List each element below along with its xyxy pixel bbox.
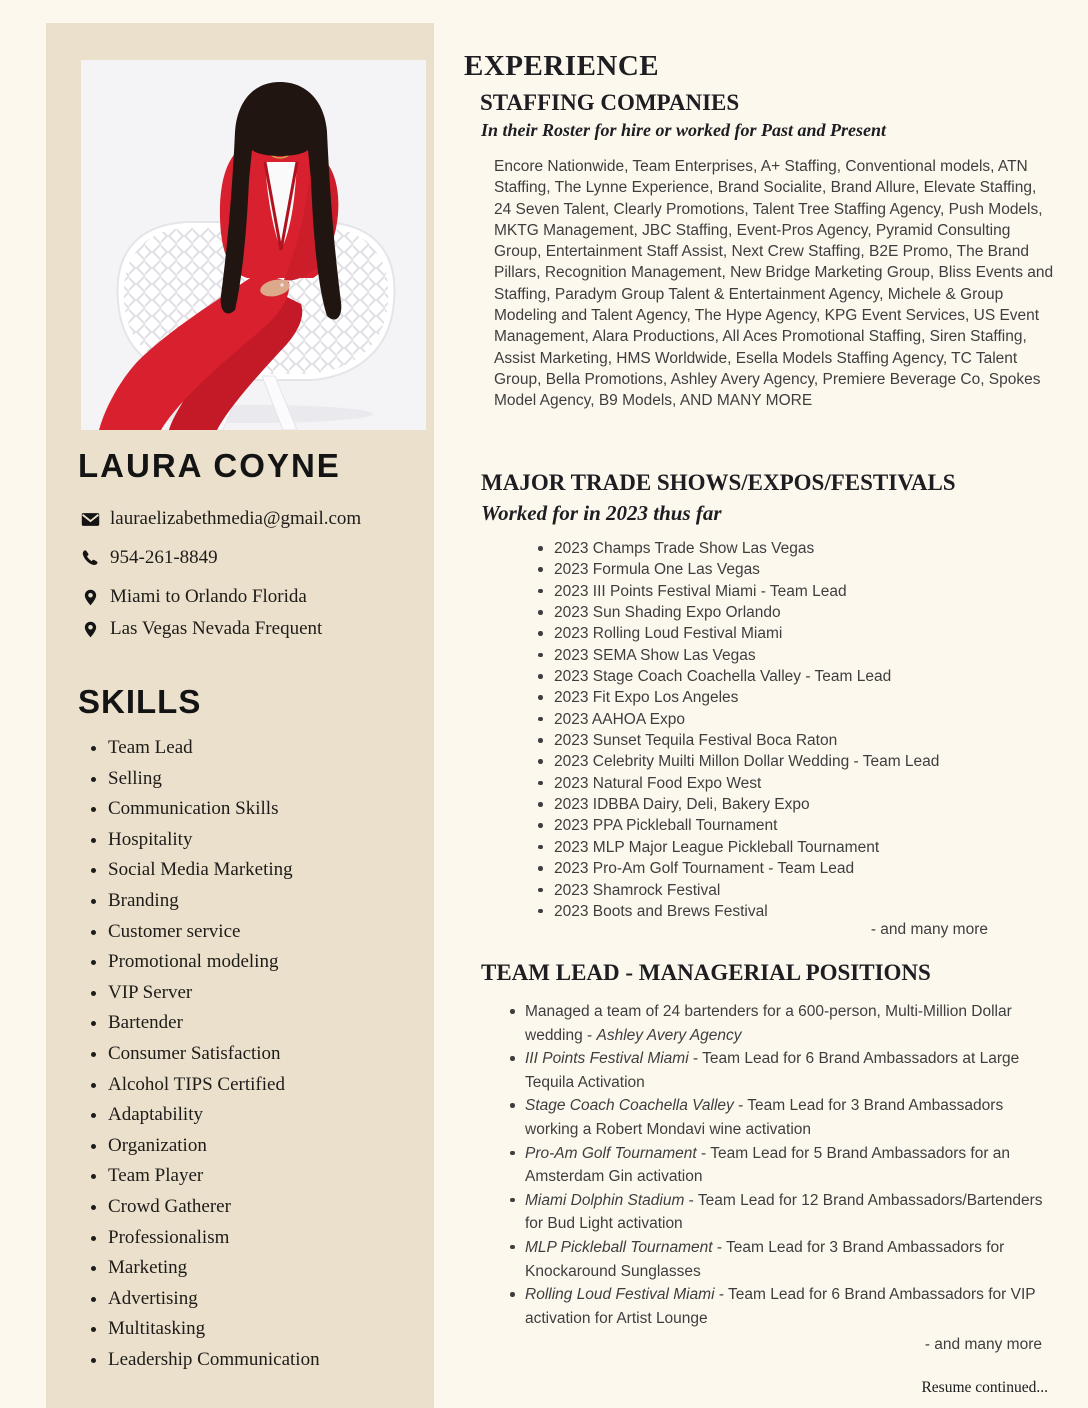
staffing-companies-paragraph: Encore Nationwide, Team Enterprises, A+ Staffing, Conventional models, ATN Staffing, The Lynne Experience, Brand Socialite, Brand Allure, Elevate Staffing, 24 Seven Talent, Clearly Promotions, Talent Tree Staffing Agency, Push Models, MKTG Management, JBC Staffing, Event-Pros Agency, Pyramid Consulting Group, Entertainment Staff Assist, Next Crew Staffing, B2E Promo, The Brand Pillars, Recognition Management, New Bridge Marketing Group, Bliss Events and Staffing, Paradym Group Talent & Entertainment Agency, Michele & Group Modeling and Talent Agency, The Hype Agency, KPG Event Services, US Event Management, Alara Productions, All Aces Promotional Staffing, Siren Staffing, Assist Marketing, HMS Worldwide, Esella Models Staffing Agency, TC Talent Group, Bella Promotions, Ashley Avery Agency, Premiere Beverage Co, Spokes Model Agency, B9 Models, AND MANY MORE xyxy=(494,158,1054,410)
skill-item: Social Media Marketing xyxy=(90,855,410,886)
person-name: LAURA COYNE xyxy=(78,447,341,484)
contact-location-row-1 xyxy=(80,584,410,610)
skills-section-title: SKILLS xyxy=(78,683,202,720)
skill-item: Professionalism xyxy=(90,1223,410,1254)
location-icon xyxy=(80,587,100,607)
team-lead-item: MLP Pickleball Tournament - Team Lead for 3 Brand Ambassadors for Knockaround Sunglasses xyxy=(509,1236,1059,1283)
skills-list xyxy=(90,733,410,1375)
trade-show-item: 2023 IDBBA Dairy, Deli, Bakery Expo xyxy=(536,794,991,815)
skill-item: VIP Server xyxy=(90,978,410,1009)
skill-item: Leadership Communication xyxy=(90,1345,410,1376)
trade-show-item: 2023 Pro-Am Golf Tournament - Team Lead xyxy=(536,858,991,879)
sidebar xyxy=(46,23,434,1408)
skill-item: Team Player xyxy=(90,1161,410,1192)
skill-item: Alcohol TIPS Certified xyxy=(90,1070,410,1101)
trade-show-item: 2023 III Points Festival Miami - Team Lead xyxy=(536,581,991,602)
skill-item: Promotional modeling xyxy=(90,947,410,978)
skill-item: Bartender xyxy=(90,1008,410,1039)
skill-item: Branding xyxy=(90,886,410,917)
team-lead-item: Rolling Loud Festival Miami - Team Lead for 6 Brand Ambassadors for VIP activation for Artist Lounge xyxy=(509,1283,1059,1330)
contact-phone: 954-261-8849 xyxy=(110,547,218,568)
trade-shows-list xyxy=(536,538,991,922)
profile-photo-illustration xyxy=(81,60,426,430)
staffing-companies-title: STAFFING COMPANIES xyxy=(480,90,740,115)
skill-item: Consumer Satisfaction xyxy=(90,1039,410,1070)
team-lead-item: Miami Dolphin Stadium - Team Lead for 12 Brand Ambassadors/Bartenders for Bud Light activation xyxy=(509,1189,1059,1236)
trade-show-item: 2023 Sunset Tequila Festival Boca Raton xyxy=(536,730,991,751)
contact-email-row xyxy=(80,506,410,532)
team-lead-more-note: - and many more xyxy=(924,1336,1042,1353)
email-icon xyxy=(80,509,100,529)
experience-section-title: EXPERIENCE xyxy=(464,50,660,82)
trade-show-item: 2023 Formula One Las Vegas xyxy=(536,559,991,580)
staffing-companies-subtitle: In their Roster for hire or worked for Past and Present xyxy=(481,120,887,140)
profile-photo xyxy=(81,60,426,430)
contact-location-1: Miami to Orlando Florida xyxy=(110,586,307,607)
trade-shows-title: MAJOR TRADE SHOWS/EXPOS/FESTIVALS xyxy=(481,470,956,495)
skill-item: Advertising xyxy=(90,1284,410,1315)
team-lead-item: III Points Festival Miami - Team Lead for 6 Brand Ambassadors at Large Tequila Activation xyxy=(509,1047,1059,1094)
trade-show-item: 2023 SEMA Show Las Vegas xyxy=(536,645,991,666)
team-lead-item: Managed a team of 24 bartenders for a 600-person, Multi-Million Dollar wedding - Ashley Avery Agency xyxy=(509,1000,1059,1047)
skill-item: Communication Skills xyxy=(90,794,410,825)
contact-email: lauraelizabethmedia@gmail.com xyxy=(110,508,362,529)
contact-location-2: Las Vegas Nevada Frequent xyxy=(110,618,323,639)
trade-show-item: 2023 MLP Major League Pickleball Tournament xyxy=(536,837,991,858)
team-lead-item: Stage Coach Coachella Valley - Team Lead for 3 Brand Ambassadors working a Robert Mondavi wine activation xyxy=(509,1094,1059,1141)
trade-show-item: 2023 Fit Expo Los Angeles xyxy=(536,687,991,708)
trade-show-item: 2023 Stage Coach Coachella Valley - Team Lead xyxy=(536,666,991,687)
skill-item: Organization xyxy=(90,1131,410,1162)
skill-item: Team Lead xyxy=(90,733,410,764)
contact-location-row-2 xyxy=(80,616,410,642)
trade-show-item: 2023 PPA Pickleball Tournament xyxy=(536,815,991,836)
contact-info xyxy=(80,506,410,655)
skill-item: Multitasking xyxy=(90,1314,410,1345)
trade-show-item: 2023 Rolling Loud Festival Miami xyxy=(536,623,991,644)
trade-shows-more-note: - and many more xyxy=(870,921,988,938)
contact-phone-row xyxy=(80,545,410,571)
team-lead-item: Pro-Am Golf Tournament - Team Lead for 5 Brand Ambassadors for an Amsterdam Gin activation xyxy=(509,1142,1059,1189)
resume-continued-note: Resume continued... xyxy=(921,1379,1048,1396)
trade-show-item: 2023 Shamrock Festival xyxy=(536,880,991,901)
trade-shows-subtitle: Worked for in 2023 thus far xyxy=(481,501,722,525)
trade-show-item: 2023 Boots and Brews Festival xyxy=(536,901,991,922)
skill-item: Selling xyxy=(90,764,410,795)
skill-item: Marketing xyxy=(90,1253,410,1284)
skill-item: Adaptability xyxy=(90,1100,410,1131)
team-lead-title: TEAM LEAD - MANAGERIAL POSITIONS xyxy=(481,960,931,985)
skill-item: Customer service xyxy=(90,917,410,948)
trade-show-item: 2023 Natural Food Expo West xyxy=(536,773,991,794)
trade-show-item: 2023 AAHOA Expo xyxy=(536,709,991,730)
trade-show-item: 2023 Sun Shading Expo Orlando xyxy=(536,602,991,623)
skill-item: Hospitality xyxy=(90,825,410,856)
team-lead-list xyxy=(509,1000,1059,1330)
skill-item: Crowd Gatherer xyxy=(90,1192,410,1223)
trade-show-item: 2023 Champs Trade Show Las Vegas xyxy=(536,538,991,559)
phone-icon xyxy=(80,548,100,568)
location-icon xyxy=(80,619,100,639)
trade-show-item: 2023 Celebrity Muilti Millon Dollar Wedding - Team Lead xyxy=(536,751,991,772)
